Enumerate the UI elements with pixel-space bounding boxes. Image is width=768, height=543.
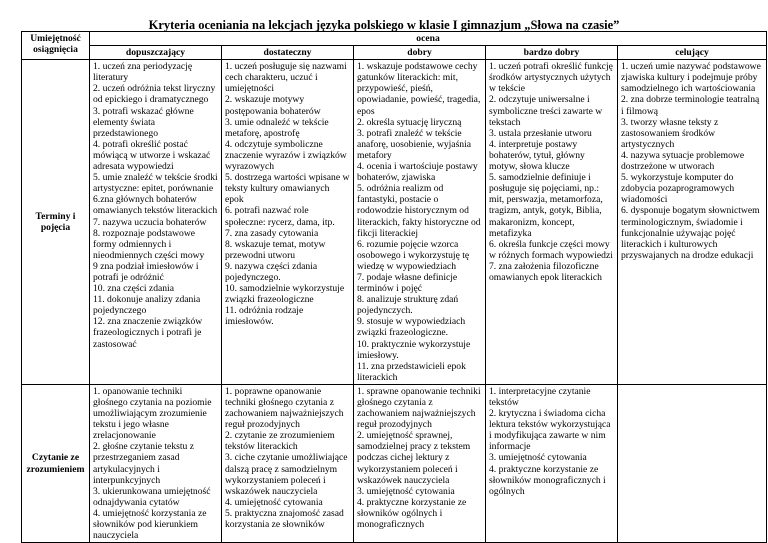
criterion-item: 10. samodzielnie wykorzystuje związki frazeologiczne [225, 283, 345, 306]
table-row [22, 384, 767, 542]
criterion-item: 2. głośne czytanie tekstu z przestrzeganiem zasad artykulacyjnych i interpunkcyjnych [93, 441, 194, 486]
criterion-item: 1. opanowanie techniki głośnego czytania na poziomie umożliwiającym zrozumienie tekstu i jego własne zrelacjonowanie [93, 385, 212, 442]
criterion-item: 6. rozumie pojęcie wzorca osobowego i wykorzystuję tę wiedzę w wypowiedziach [357, 238, 470, 272]
criterion-item: 12. zna znaczenie związków frazeologicznych i potrafi je zastosować [93, 316, 203, 350]
criterion-item: 3. potrafi wskazać główne elementy świata przedstawionego [93, 105, 194, 139]
table-row [22, 60, 767, 385]
criterion-item: 4. umiejętność cytowania [225, 496, 323, 508]
criterion-item: 9. nazywa części zdania pojedynczego. [225, 260, 318, 283]
criterion-item: 6. dysponuje bogatym słownictwem terminologicznym, świadomie i funkcjonalnie używając pojęć literackich i kulturowych przyswajanych na drodze edukacji [621, 205, 760, 261]
criterion-item: 7. zna założenia filozoficzne omawianych epok literackich [489, 260, 602, 283]
row-label: Terminy i pojęcia [22, 60, 90, 385]
criteria-cell [222, 60, 354, 385]
grade-header-0: dopuszczający [90, 46, 222, 60]
criterion-item: 3. potrafi znaleźć w tekście anaforę, uosobienie, wyjaśnia metafory [357, 127, 472, 161]
grade-header-2: dobry [354, 46, 486, 60]
row-label: Czytanie ze zrozumieniem [22, 384, 90, 542]
criterion-item: 8. rozpoznaje podstawowe formy odmiennych i nieodmiennych części mowy [93, 227, 205, 261]
criterion-item: 11. dokonuje analizy zdania pojedynczego [93, 294, 201, 317]
criterion-item: 4. potrafi określić postać mówiącą w utworze i wskazać adresata wypowiedzi [93, 138, 211, 173]
grade-group-header: ocena [90, 32, 767, 46]
criterion-item: 2. odczytuje uniwersalne i symboliczne treści zawarte w tekstach [489, 94, 603, 128]
criterion-item: 11. zna przedstawicieli epok literackich [357, 360, 466, 383]
criterion-item: 2. wskazuje motywy postępowania bohaterów [225, 94, 321, 117]
criterion-item: 1. uczeń zna periodyzację literatury [93, 61, 193, 84]
criterion-item: 1. uczeń posługuje się nazwami cech charakteru, uczuć i umiejętności [225, 61, 347, 95]
criterion-item: 5. odróżnia realizm od fantastyki, postacie o rodowodzie historycznym od literackich, fakty historyczne od fikcji literackiej [357, 183, 481, 239]
criteria-cell [486, 60, 618, 385]
criterion-item: 3. ciche czytanie umożliwiające dalszą pracę z samodzielnym wykorzystaniem poleceń i wskazówek nauczyciela [225, 452, 348, 497]
criterion-item: 3. umiejętność cytowania [357, 485, 455, 497]
criterion-item: 6.zna głównych bohaterów omawianych tekstów literackich [93, 194, 218, 217]
criteria-cell [90, 60, 222, 385]
criterion-item: 4. umiejętność korzystania ze słowników pod kierunkiem nauczyciela [93, 507, 207, 542]
criterion-item: 5. wykorzystuje komputer do zdobycia pozaprogramowych wiadomości [621, 172, 735, 206]
header-row-grades [22, 46, 767, 60]
criterion-item: 3. ukierunkowana umiejętność odnajdywania cytatów [93, 485, 211, 508]
header-row-group [22, 32, 767, 46]
criteria-table [21, 31, 767, 543]
criterion-item: 2. określa sytuację liryczną [357, 116, 462, 128]
criteria-cell [354, 384, 486, 542]
criteria-cell [618, 60, 767, 385]
criterion-item: 2. uczeń odróżnia tekst liryczny od epickiego i dramatycznego [93, 83, 216, 106]
criterion-item: 1. sprawne opanowanie techniki głośnego czytania z zachowaniem najważniejszych reguł prozodyjnych [357, 385, 481, 431]
criterion-item: 8. wskazuje temat, motyw przewodni utworu [225, 238, 326, 261]
criterion-item: 9. stosuje w wypowiedziach związki frazeologiczne. [357, 316, 466, 339]
criterion-item: 3. umiejętność cytowania [489, 452, 587, 464]
criterion-item: 6. określa funkcje części mowy w różnych formach wypowiedzi [489, 238, 613, 261]
criterion-item: 1. uczeń potrafi określić funkcję środków artystycznych użytych w tekście [489, 61, 613, 95]
criterion-item: 4. praktyczne korzystanie ze słowników ogólnych i monograficznych [357, 496, 467, 531]
criterion-item: 2. umiejętność sprawnej, samodzielnej pracy z tekstem podczas cichej lektury z wykorzystaniem poleceń i wskazówek nauczyciela [357, 430, 471, 486]
criterion-item: 2. krytyczna i świadoma cicha lektura tekstów wykorzystująca i modyfikująca zawarte w nim informacje [489, 408, 611, 453]
criterion-item: 5. samodzielnie definiuje i posługuje się pojęciami, np.: mit, perswazja, metamorfoza, tragizm, antyk, gotyk, Biblia, makaronizm, koncept, metafizyka [489, 172, 603, 239]
criteria-cell [486, 384, 618, 542]
criteria-cell [354, 60, 486, 385]
criterion-item: 1. wskazuje podstawowe cechy gatunków literackich: mit, przypowieść, pieśń, opowiadanie, powieść, tragedia, epos [357, 61, 481, 117]
criteria-cell [90, 384, 222, 542]
criterion-item: 4. ocenia i wartościuje postawy bohaterów, zjawiska [357, 161, 478, 184]
criterion-item: 1. poprawne opanowanie techniki głośnego czytania z zachowaniem najważniejszych reguł prozodyjnych [225, 385, 344, 431]
criterion-item: 6. potrafi nazwać role społeczne: rycerz, dama, itp. [225, 205, 335, 228]
criteria-cell [222, 384, 354, 542]
criterion-item: 5. praktyczna znajomość zasad korzystania ze słowników [225, 507, 344, 531]
criterion-item: 4. odczytuje symboliczne znaczenie wyrazów i związków wyrazowych [225, 138, 347, 173]
criterion-item: 8. analizuje strukturę zdań pojedynczych. [357, 294, 459, 317]
criterion-item: 5. umie znaleźć w tekście środki artystyczne: epitet, porównanie [93, 172, 218, 195]
criterion-item: 4. praktyczne korzystanie ze słowników monograficznych i ogólnych [489, 463, 606, 497]
criterion-item: 1. interpretacyjne czytanie tekstów [489, 385, 591, 408]
criterion-item: 2. zna dobrze terminologie teatralną i filmową [621, 94, 760, 117]
criterion-item: 7. nazywa uczucia bohaterów [93, 216, 207, 228]
criterion-item: 4. nazywa sytuacje problemowe dostrzeżone w utworach [621, 149, 745, 173]
criterion-item: 9 zna podział imiesłowów i potrafi je odróżnić [93, 260, 199, 283]
criterion-item: 4. interpretuje postawy bohaterów, tytuł, główny motyw, słowa klucze [489, 138, 585, 173]
criteria-cell [618, 384, 767, 542]
grade-header-3: bardzo dobry [486, 46, 618, 60]
criterion-item: 5. dostrzega wartości wpisane w teksty kultury omawianych epok [225, 172, 350, 206]
grade-header-4: celujący [618, 46, 767, 60]
page-title: Kryteria oceniania na lekcjach języka polskiego w klasie I gimnazjum „Słowa na czasie” [148, 18, 620, 32]
criterion-item: 3. umie odnaleźć w tekście metaforę, apostrofę [225, 116, 329, 139]
skill-column-header: Umiejętność osiągnięcia [22, 32, 90, 60]
criterion-item: 1. uczeń umie nazywać podstawowe zjawiska kultury i podejmuje próby samodzielnego ich wartościowania [621, 61, 761, 95]
grade-header-1: dostateczny [222, 46, 354, 60]
criterion-item: 7. zna zasady cytowania [225, 227, 319, 239]
criterion-item: 7. podaje własne definicje terminów i pojęć [357, 271, 458, 295]
criterion-item: 3. ustala przesłanie utworu [489, 127, 592, 139]
criterion-item: 10. praktycznie wykorzystuje imiesłowy. [357, 338, 471, 361]
criterion-item: 10. zna części zdania [93, 283, 174, 295]
criterion-item: 2. czytanie ze zrozumieniem tekstów literackich [225, 430, 335, 453]
criterion-item: 3. tworzy własne teksty z zastosowaniem środków artystycznych [621, 116, 719, 150]
criterion-item: 11. odróżnia rodzaje imiesłowów. [225, 305, 304, 328]
